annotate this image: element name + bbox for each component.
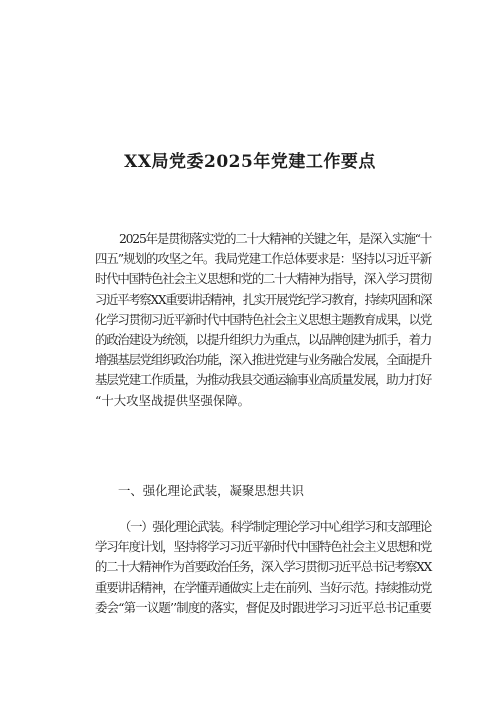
section-1-line: 学习年度计划，坚持将学习习近平新时代中国特色社会主义思想和党: [95, 539, 431, 555]
intro-line: 四五”规划的攻坚之年。我局党建工作总体要求是：坚持以习近平新: [95, 251, 431, 267]
document-title: XX局党委2025年党建工作要点: [124, 152, 376, 172]
section-1-line: 重要讲话精神，在学懂弄通做实上走在前列、当好示范。持续推动党: [95, 579, 431, 595]
section-1-line: 的二十大精神作为首要政治任务，深入学习贯彻习近平总书记考察XX: [95, 559, 431, 575]
intro-line: 2025年是贯彻落实党的二十大精神的关键之年，是深入实施“十: [119, 231, 431, 246]
section-1-line: （一）强化理论武装。科学制定理论学习中心组学习和支部理论: [119, 519, 431, 534]
section-1-paragraph: [95, 517, 431, 618]
intro-line: 的政治建设为统领，以提升组织力为重点，以品牌创建为抓手，着力: [95, 332, 431, 348]
intro-line: 习近平考察XX重要讲话精神，扎实开展党纪学习教育，持续巩固和深: [95, 291, 431, 307]
intro-line: 化学习贯彻习近平新时代中国特色社会主义思想主题教育成果，以党: [95, 311, 431, 327]
section-1-line: 委会“第一议题’’制度的落实，督促及时跟进学习习近平总书记重要: [95, 599, 431, 615]
section-heading: 一、强化理论武装，凝聚思想共识: [118, 483, 304, 498]
intro-line: 时代中国特色社会主义思想和党的二十大精神为指导，深入学习贯彻: [95, 271, 431, 287]
intro-line: 基层党建工作质量，为推动我县交通运输事业高质量发展，助力打好: [95, 372, 431, 388]
intro-line: “十大攻坚战提供坚强保障。: [95, 392, 251, 408]
intro-paragraph: [95, 229, 431, 411]
intro-line: 增强基层党组织政治功能，深入推进党建与业务融合发展，全面提升: [95, 352, 431, 368]
